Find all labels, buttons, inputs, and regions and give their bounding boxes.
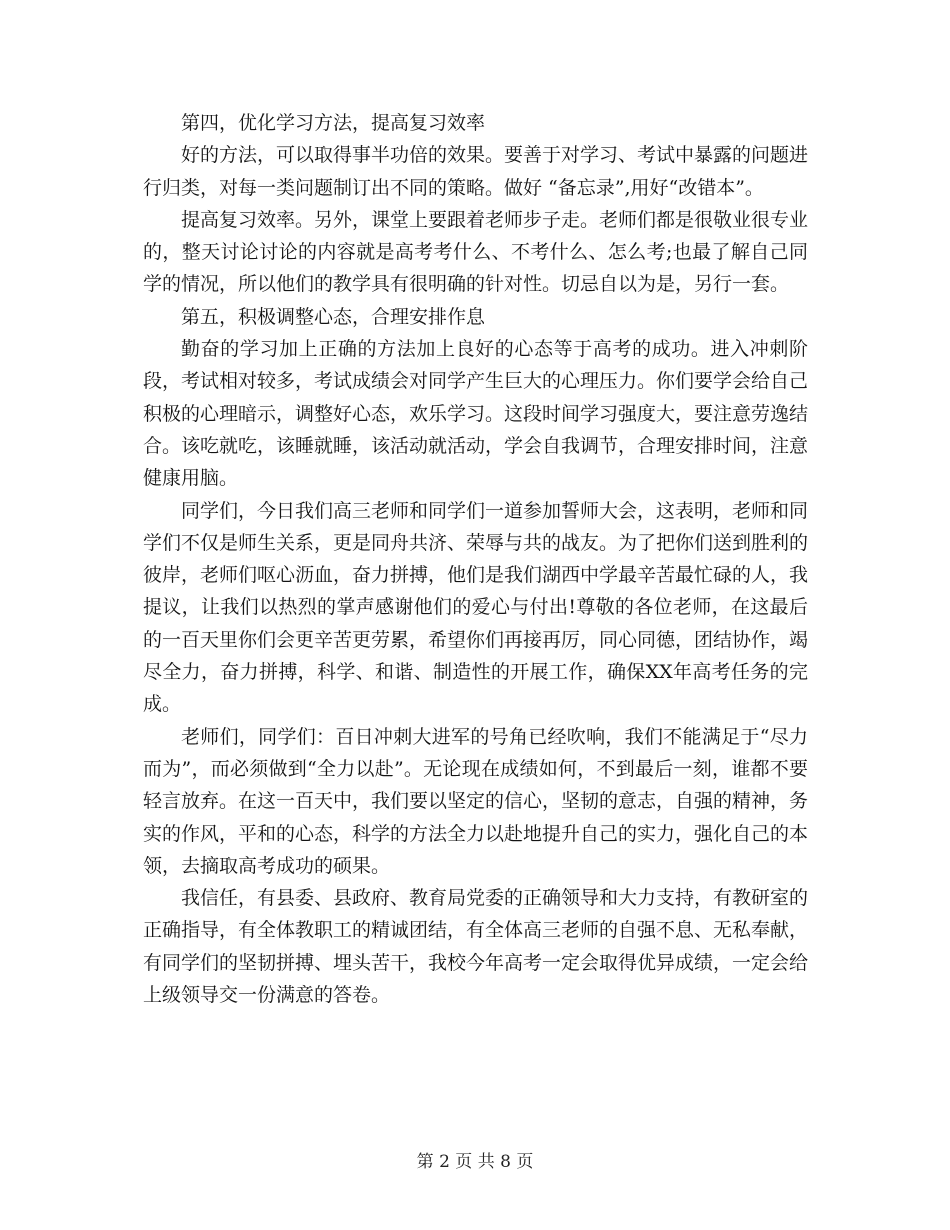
document-body <box>143 107 808 1011</box>
paragraph-method: 好的方法，可以取得事半功倍的效果。要善于对学习、考试中暴露的问题进行归类，对每一类问题制订出不同的策略。做好 “备忘录”,用好“改错本”。 <box>143 144 809 199</box>
paragraph-mindset: 勤奋的学习加上正确的方法加上良好的心态等于高考的成功。进入冲刺阶段，考试相对较多，考试成绩会对同学产生巨大的心理压力。你们要学会给自己积极的心理暗示，调整好心态，欢乐学习。这段时间学习强度大，要注意劳逸结合。该吃就吃，该睡就睡，该活动就活动，学会自我调节，合理安排时间，注意健康用脑。 <box>143 338 809 490</box>
section-heading-5: 第五，积极调整心态，合理安排作息 <box>181 305 486 328</box>
paragraph-efficiency: 提高复习效率。另外，课堂上要跟着老师步子走。老师们都是很敬业很专业的，整天讨论讨论的内容就是高考考什么、不考什么、怎么考;也最了解自己同学的情况，所以他们的教学具有很明确的针对性。切忌自以为是，另行一套。 <box>143 208 809 296</box>
paragraph-confidence: 我信任，有县委、县政府、教育局党委的正确领导和大力支持，有教研室的正确指导，有全体教职工的精诚团结，有全体高三老师的自强不息、无私奉献，有同学们的坚韧拼搏、埋头苦干，我校今年高考一定会取得优异成绩，一定会给上级领导交一份满意的答卷。 <box>143 887 809 1007</box>
paragraph-call-to-action: 老师们，同学们：百日冲刺大进军的号角已经吹响，我们不能满足于“尽力而为”，而必须做到“全力以赴”。无论现在成绩如何，不到最后一刻，谁都不要轻言放弃。在这一百天中，我们要以坚定的信心，坚韧的意志，自强的精神，务实的作风，平和的心态，科学的方法全力以赴地提升自己的实力，强化自己的本领，去摘取高考成功的硕果。 <box>143 725 809 877</box>
section-heading-4: 第四，优化学习方法，提高复习效率 <box>181 112 486 134</box>
paragraph-teachers-thanks: 同学们，今日我们高三老师和同学们一道参加誓师大会，这表明，老师和同学们不仅是师生关系，更是同舟共济、荣辱与共的战友。为了把你们送到胜利的彼岸，老师们呕心沥血，奋力拼搏，他们是我们湖西中学最辛苦最忙碌的人，我提议，让我们以热烈的掌声感谢他们的爱心与付出!尊敬的各位老师，在这最后的一百天里你们会更辛苦更劳累，希望你们再接再厉，同心同德，团结协作，竭尽全力，奋力拼搏，科学、和谐、制造性的开展工作，确保XX年高考任务的完成。 <box>143 499 809 716</box>
page-number-footer: 第 2 页 共 8 页 <box>416 1152 534 1172</box>
